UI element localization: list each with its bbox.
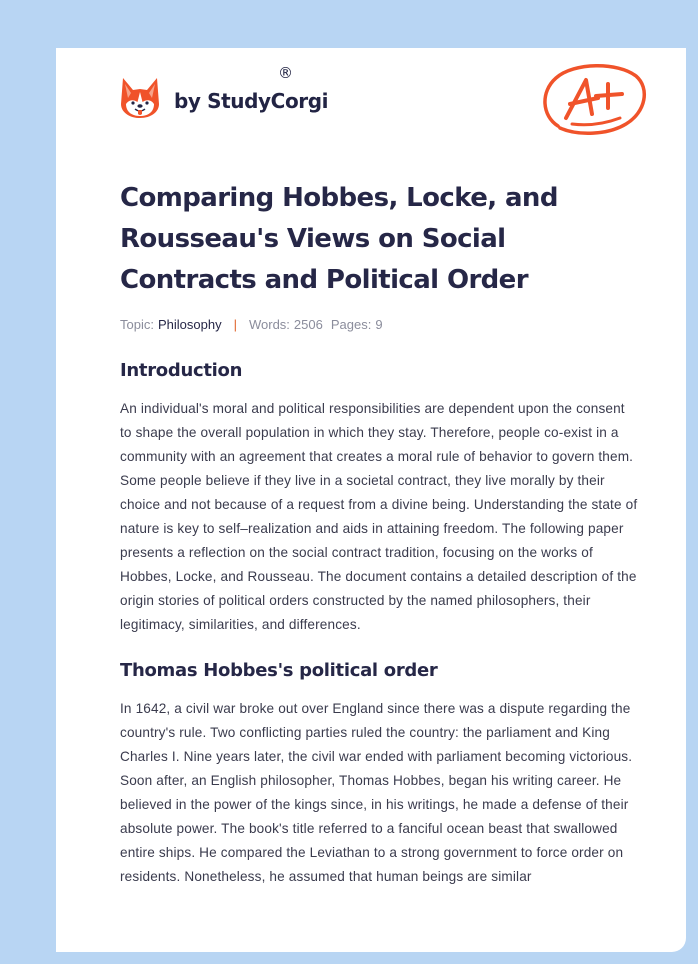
section-paragraph: In 1642, a civil war broke out over England since there was a dispute regarding the country's rule. Two conflicting parties ruled the country: the parliament and King Charles I. Nine years later, the civil war ended with parliament becoming victorious. Soon after, an English philosopher, Thomas Hobbes, began his writing career. He believed in the power of the kings since, in his writings, he made a defense of their absolute power. The book's title referred to a fanciful ocean beast that swallowed entire ships. He compared the Leviathan to a strong government to force order on residents. Nonetheless, he assumed that human beings are similar (120, 701, 633, 884)
section-paragraph: An individual's moral and political responsibilities are dependent upon the consent to shape the overall population in which they stay. Therefore, people co-exist in a community with an agreement that creates a moral rule of behavior to govern them. Some people believe if they live in a societal contract, they live morally by their choice and not because of a request from a divine being. Understanding the state of nature is key to self–realization and aids in attaining freedom. The following paper presents a reflection on the social contract tradition, focusing on the works of Hobbes, Locke, and Rousseau. The document contains a detailed description of the origin stories of political orders constructed by the named philosophers, their legitimacy, similarities, and differences. (120, 401, 638, 632)
document-card (56, 48, 686, 952)
words-label: Words: (248, 317, 290, 332)
pages-count: 9 (375, 317, 383, 332)
meta-separator: | (233, 317, 237, 332)
registered-mark: ® (278, 64, 293, 82)
topic-link[interactable]: Philosophy (157, 317, 222, 332)
section-heading: Thomas Hobbes's political order (120, 660, 438, 681)
document-meta (120, 317, 640, 332)
document-content (120, 178, 640, 889)
corgi-logo-icon (120, 74, 160, 120)
words-count: 2506 (293, 317, 323, 332)
pages-label: Pages: (330, 317, 372, 332)
section-hobbes-political-order (120, 660, 640, 889)
section-heading: Introduction (120, 360, 243, 381)
topic-label: Topic: (120, 317, 154, 332)
page-title: Comparing Hobbes, Locke, and Rousseau's Views on Social Contracts and Political Order (120, 183, 558, 295)
brand-name: by StudyCorgi (174, 89, 329, 113)
section-introduction (120, 360, 640, 637)
a-plus-grade-icon (538, 60, 648, 140)
studycorgi-logo-link[interactable] (120, 74, 328, 120)
